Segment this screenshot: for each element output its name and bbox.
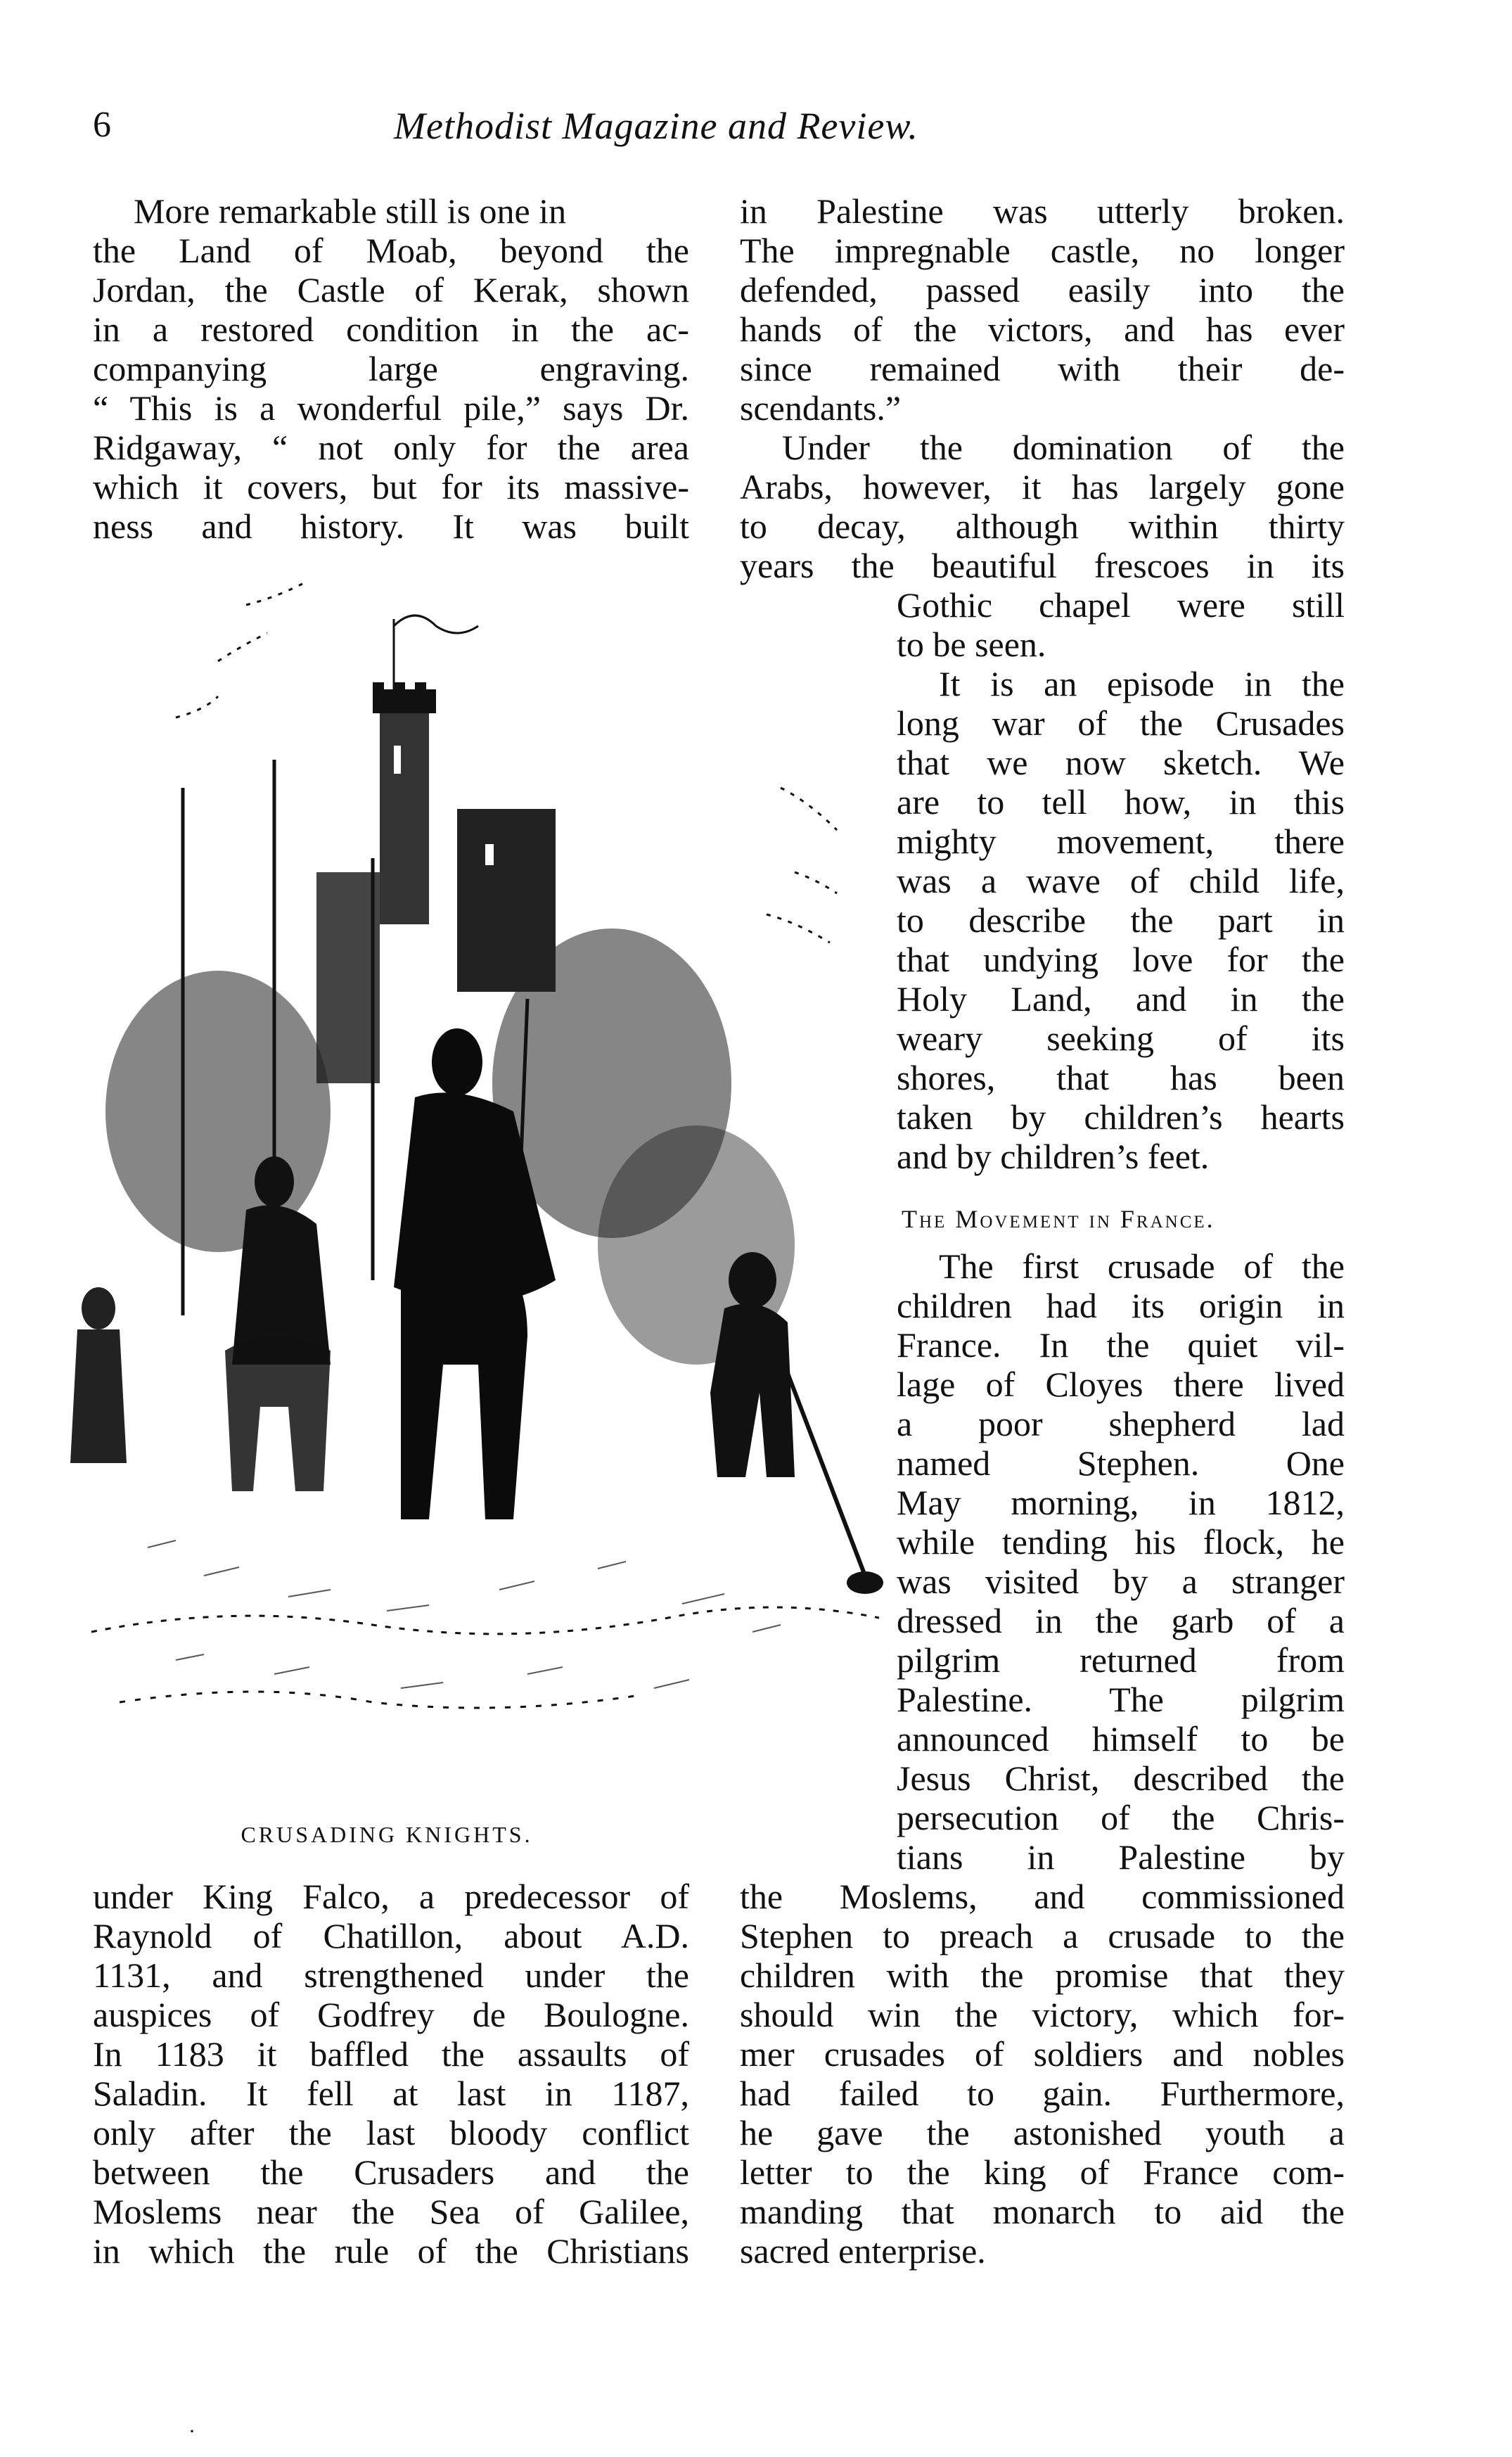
text-line: Ridgaway, “ not only for the area xyxy=(93,428,689,467)
text-line: to describe the part in xyxy=(897,900,1345,940)
running-title: Methodist Magazine and Review. xyxy=(394,105,918,147)
text-line: The impregnable castle, no longer xyxy=(740,231,1345,270)
text-line: The first crusade of the xyxy=(939,1246,1345,1286)
text-line: pilgrim returned from xyxy=(897,1640,1345,1680)
text-line: “ This is a wonderful pile,” says Dr. xyxy=(93,388,689,428)
text-line: Moslems near the Sea of Galilee, xyxy=(93,2192,689,2231)
text-line: children had its origin in xyxy=(897,1286,1345,1325)
text-line: Saladin. It fell at last in 1187, xyxy=(93,2074,689,2113)
page-number: 6 xyxy=(93,105,111,145)
illustration-caption: CRUSADING KNIGHTS. xyxy=(241,1822,533,1847)
text-line: and by children’s feet. xyxy=(897,1137,1210,1176)
text-line: only after the last bloody conflict xyxy=(93,2113,689,2152)
text-line: letter to the king of France com- xyxy=(740,2152,1345,2192)
text-line: dressed in the garb of a xyxy=(897,1601,1345,1640)
text-line: hands of the victors, and has ever xyxy=(740,309,1345,349)
text-line: shores, that has been xyxy=(897,1058,1345,1097)
text-line: lage of Cloyes there lived xyxy=(897,1365,1345,1404)
text-line: the Land of Moab, beyond the xyxy=(93,231,689,270)
text-line: Palestine. The pilgrim xyxy=(897,1680,1345,1719)
text-line: had failed to gain. Furthermore, xyxy=(740,2074,1345,2113)
text-line: was a wave of child life, xyxy=(897,861,1345,900)
text-line: announced himself to be xyxy=(897,1719,1345,1759)
text-line: the Moslems, and commissioned xyxy=(740,1877,1345,1916)
text-line: tians in Palestine by xyxy=(897,1837,1345,1877)
text-line: which it covers, but for its massive- xyxy=(93,467,689,506)
text-line: scendants.” xyxy=(740,388,902,428)
text-line: France. In the quiet vil- xyxy=(897,1325,1345,1365)
text-line: In 1183 it baffled the assaults of xyxy=(93,2034,689,2074)
text-line: sacred enterprise. xyxy=(740,2231,986,2271)
text-line: years the beautiful frescoes in its xyxy=(740,546,1345,585)
text-line: are to tell how, in this xyxy=(897,782,1345,822)
text-line: should win the victory, which for- xyxy=(740,1995,1345,2034)
text-line: May morning, in 1812, xyxy=(897,1483,1345,1522)
text-line: persecution of the Chris- xyxy=(897,1798,1345,1837)
text-line: More remarkable still is one in xyxy=(134,191,567,231)
text-line: manding that monarch to aid the xyxy=(740,2192,1345,2231)
text-line: Stephen to preach a crusade to the xyxy=(740,1916,1345,1955)
text-line: to decay, although within thirty xyxy=(740,506,1345,546)
text-line: weary seeking of its xyxy=(897,1019,1345,1058)
text-line: 1131, and strengthened under the xyxy=(93,1955,689,1995)
text-line: to be seen. xyxy=(897,625,1046,664)
margin-mark: · xyxy=(188,2420,196,2443)
text-line: in Palestine was utterly broken. xyxy=(740,191,1345,231)
text-line: a poor shepherd lad xyxy=(897,1404,1345,1443)
text-line: between the Crusaders and the xyxy=(93,2152,689,2192)
text-line: Jesus Christ, described the xyxy=(897,1759,1345,1798)
text-line: that we now sketch. We xyxy=(897,743,1345,782)
text-line: Jordan, the Castle of Kerak, shown xyxy=(93,270,689,309)
text-line: taken by children’s hearts xyxy=(897,1097,1345,1137)
section-heading: The Movement in France. xyxy=(902,1205,1215,1233)
text-line: Holy Land, and in the xyxy=(897,979,1345,1019)
text-line: Gothic chapel were still xyxy=(897,585,1345,625)
text-line: in a restored condition in the ac- xyxy=(93,309,689,349)
text-line: mighty movement, there xyxy=(897,822,1345,861)
text-line: long war of the Crusades xyxy=(897,703,1345,743)
text-line: that undying love for the xyxy=(897,940,1345,979)
text-line: while tending his flock, he xyxy=(897,1522,1345,1562)
text-line: defended, passed easily into the xyxy=(740,270,1345,309)
text-line: under King Falco, a predecessor of xyxy=(93,1877,689,1916)
text-line: companying large engraving. xyxy=(93,349,689,388)
text-line: Arabs, however, it has largely gone xyxy=(740,467,1345,506)
text-line: children with the promise that they xyxy=(740,1955,1345,1995)
text-line: It is an episode in the xyxy=(939,664,1345,703)
text-line: mer crusades of soldiers and nobles xyxy=(740,2034,1345,2074)
text-line: was visited by a stranger xyxy=(897,1562,1345,1601)
text-line: since remained with their de- xyxy=(740,349,1345,388)
text-line: Under the domination of the xyxy=(782,428,1345,467)
text-line: auspices of Godfrey de Boulogne. xyxy=(93,1995,689,2034)
text-line: in which the rule of the Christians xyxy=(93,2231,689,2271)
text-line: Raynold of Chatillon, about A.D. xyxy=(93,1916,689,1955)
text-line: named Stephen. One xyxy=(897,1443,1345,1483)
text-line: he gave the astonished youth a xyxy=(740,2113,1345,2152)
crusading-knights-illustration xyxy=(63,577,900,1773)
text-line: ness and history. It was built xyxy=(93,506,689,546)
